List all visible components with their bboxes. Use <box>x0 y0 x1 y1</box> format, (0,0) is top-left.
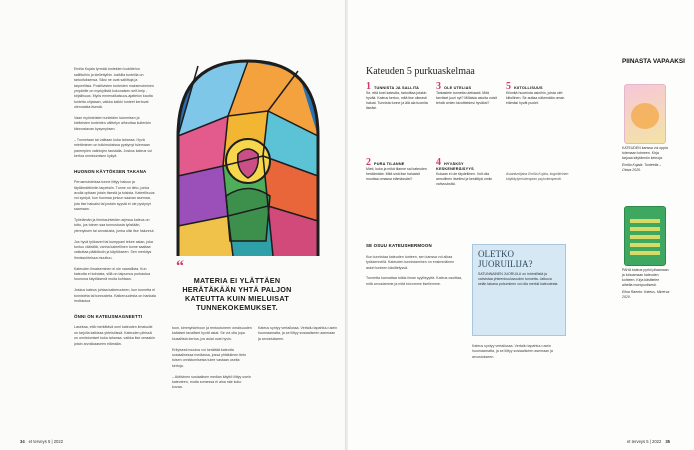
tip-1-text: Se, että koet kateutta, tarkoittaa jotakin hyvää. Kateus kertoo, mitä itse oikeasti haluat. Tunnista tunne ja älä ala tuomita itseäsi. <box>366 91 428 110</box>
right-col1 <box>366 238 462 434</box>
sidebar-caption-1 <box>622 146 670 173</box>
right-magazine-name: et terveys 5 | 2022 <box>626 439 662 444</box>
tip-2 <box>366 157 430 182</box>
infobox-title: OLETKO JUORUILIJA? <box>478 249 533 269</box>
right-col1-body: Kun tunnistaa kateuden tunteen, sen kanssa voi alkaa työskennellä. Kateuden tunnistaminen on ensimmäinen askel tunteen käsittelyssä. Tunnetta kannattaa tutkia ilman syyllisyyttä. Kateus osoittaa, mitä arvostamme ja mitä toivomme itsellemme. <box>366 254 462 286</box>
tip-3-number: 3 <box>436 81 441 92</box>
juoru-infobox <box>472 244 566 336</box>
tips-title: Kateuden 5 purkuaskelmaa <box>366 66 475 77</box>
sidebar-credit-2: Elina Raento: Kateus. Minerva 2020. <box>622 290 670 299</box>
col1-body-top: Emilia Kujala tyrmää tunteiden luokittelun sallittuihin ja kiellettyihin -kaikilla tunteilla on tarkoituksensa. Siksi ne ovat sallittuja ja tarpeellisia. Positiivisten tunteiden maksimoiminen ympärille on myrkyllistä kokonaisen self-help -kirjallisuus. Myös ennenaikaisuus-ajattelun kautta tunteita ohjataan, vaikka kaikki tunteet kertovat olennaista itsestä. Vaan myönteisten tunteiden tukemisen ja kielteisten tunteiden välttelyn aiheuttaa kuitenkin kiinnostavan kysymyksen. – Tunnetaan tai valitaan kuka tahansa. Hyvä miettiminen on tutkimuksissa pystynyt tulemaan parempien valintojen taustalla. Joskus kateus voi kertoa onnistumisen kykyä <box>74 67 154 158</box>
tip-3-text: Tarkastele tunnetta uteliaasti. Mitä tarvitset juuri nyt? Millaisia asioita voisit tehdä omien tavoitteidesi hyväksi? <box>436 91 497 105</box>
heading-onni: ÖNNI ON KATEUSMAGNEETTI <box>74 313 143 319</box>
tip-4-text: Kukaan ei ole täydellinen. Voit olla armollinen itsellesi ja keskittyä omiin vahvuuksiisi. <box>436 172 493 186</box>
right-page-number: 35 <box>665 439 670 444</box>
tip-5-number: 5 <box>506 81 511 92</box>
tip-4-title: HYVÄKSY KESKENERÄISYYS <box>436 162 474 171</box>
tip-2-title: PURA TILANNE <box>373 162 405 166</box>
col1-body-bot: Lasekaa, että merkittävä onni kateuden ilmaisulle on tarjolla kaikissa yhteisöissä. Kateuden piirissä on onnistumiset kuka tahansa, vaikka itse omaakin jotain arvokkaaseen elämään. <box>74 325 155 346</box>
col1-body-mid: Perusmuisteissa tunne liittyy haluun ja täyttämättömiin tarpeisiin. Tunne on tieto, jonka avulla opitaan jotain itsestä ja toisista. Kateellisuus voi syntyä, kun huomaa jonkun saavan asemaa, jota itse haluaisi tai jostain syystä ei ole pystynyt saamaan. Työelämän ja ihmissuhteiden arjessa kateus on tuttu, jos toinen saa tunnustusta työstään, ylennyksen tai arvostusta, jonka olisi itse halunnut. Jos hyvä työkaveri tai kumppani tekee asian, joka tuntuu väärältä, vanha kateellinen tunne saattaa vaikuttaa päätöksiin ja käytökseen. Sen merkitys ihmissuhteissa muuttuu. Kateuden ilmaiseminen ei ole vaarallista. Kun kateutta ei kohdata, sillä on taipumus purkautua huonona käytöksenä muita kohtaan. Joskus kateus johtaa katkeruuteen, kun tunnetta ei tunnisteta tai tunnusteta. Katkeruudesta on hankala irrottautua <box>74 180 156 304</box>
book-cover-green <box>624 206 666 266</box>
sidebar-caption-1-text: KATEUDEN kanssa voi oppia tulemaan toimeen. Kirja tarjoaa käytännön keinoja. <box>622 146 668 160</box>
infobox-body: SATUNNAINEN JUORUILU on inhimillistä ja vahvistaa yhteenkuuluvuuden tunnetta. Jatkuva selän takana puhuminen voi olla merkki kateudesta. <box>478 272 559 286</box>
tip-5 <box>506 81 570 106</box>
stained-glass-illustration <box>168 56 328 256</box>
tip-source: Asiantuntijana Emilia Kujala, kognitiivinen käyttäytymisterapian psykoterapeutti. <box>506 172 569 181</box>
tip-5-title: KIITOLLISUUS <box>513 86 543 90</box>
tip-2-number: 2 <box>366 157 371 168</box>
tip-1 <box>366 81 430 111</box>
tip-4 <box>436 157 500 187</box>
left-magazine-name: et terveys 5 | 2022 <box>28 439 64 444</box>
right-page <box>348 0 694 450</box>
book-cover-kateus <box>624 84 666 144</box>
heading-kateushermoon: SE OSUU KATEUSHERMOON <box>366 243 432 249</box>
col3-body: Kateus syntyy vertailussa. Vertailu tapahtuu usein huomaamatta, ja se liittyy sosiaaliseen asemaan ja arvostukseen. <box>258 326 338 341</box>
tip-3-title: OLE UTELIAS <box>443 86 472 90</box>
sidebar-caption-2-text: PAHA kateus pyrkii pilaamaan ja tuhoamaan kateuden kohteen. Kirja käsittelee aihetta monipuolisesti. <box>622 268 669 287</box>
left-page-number: 34 <box>20 439 25 444</box>
sidebar-credit-1: Emilia Kujala: Tunteella – Otava 2020. <box>622 163 662 172</box>
pull-quote: MATERIA EI YLÄTTÄEN HERÄTÄKÄÄN YHTÄ PALJON KATEUTTA KUIN MIELUISAT TUNNEKOKEMUKSET. <box>182 276 292 312</box>
book-cover-art <box>631 103 659 129</box>
left-page <box>0 0 346 450</box>
col2-body: toon, kimmynkehoon ja rentoutuneen omaisuuden kaltaiset tavalliset hyvät asiat. Se voi olla jopa kiusallista kertoa, jos asiat ovat hyvin. Erityisesti muutos voi herättää kateutta sosiaalisessa mediassa, jossa yhtäkkinen tieto toisen onnistumisesta tulee vastaan useita kertoja. – Aktiivinen sosiaalisen median käyttö liittyy usein kateuteen, mutta somessa ei aina näe koko kuvaa. <box>172 326 252 390</box>
tip-1-title: TUNNISTA JA SALLITA <box>373 86 420 90</box>
tip-3 <box>436 81 500 106</box>
tip-4-number: 4 <box>436 157 441 168</box>
right-footer <box>627 439 674 444</box>
tip-5-text: Kiinnitä huomiota asioihin, joista olet kiitollinen. Se auttaa näkemään oman elämäsi hyvät puolet. <box>506 91 565 105</box>
quote-mark: “ <box>176 258 184 275</box>
tip-2-text: Mieti, kuka ja mikä tilanne sai kateuden heräämään. Mitä sinä itse haluaisit muuttaa omassa elämässäsi? <box>366 167 427 181</box>
left-footer <box>20 439 63 444</box>
heading-huonon: HUONON KÄYTÖKSEN TAKANA <box>74 168 147 174</box>
tip-1-number: 1 <box>366 81 371 92</box>
right-col2-body: Kateus syntyy vertailussa. Vertailu tapahtuu usein huomaamatta, ja se liittyy sosiaaliseen asemaan ja arvostukseen. <box>472 344 553 359</box>
sidebar-caption-2 <box>622 268 670 300</box>
sidebar-title: PIINASTA VAPAAKSI <box>622 58 685 65</box>
book-cover-green-art <box>630 215 660 255</box>
left-column <box>74 62 156 434</box>
